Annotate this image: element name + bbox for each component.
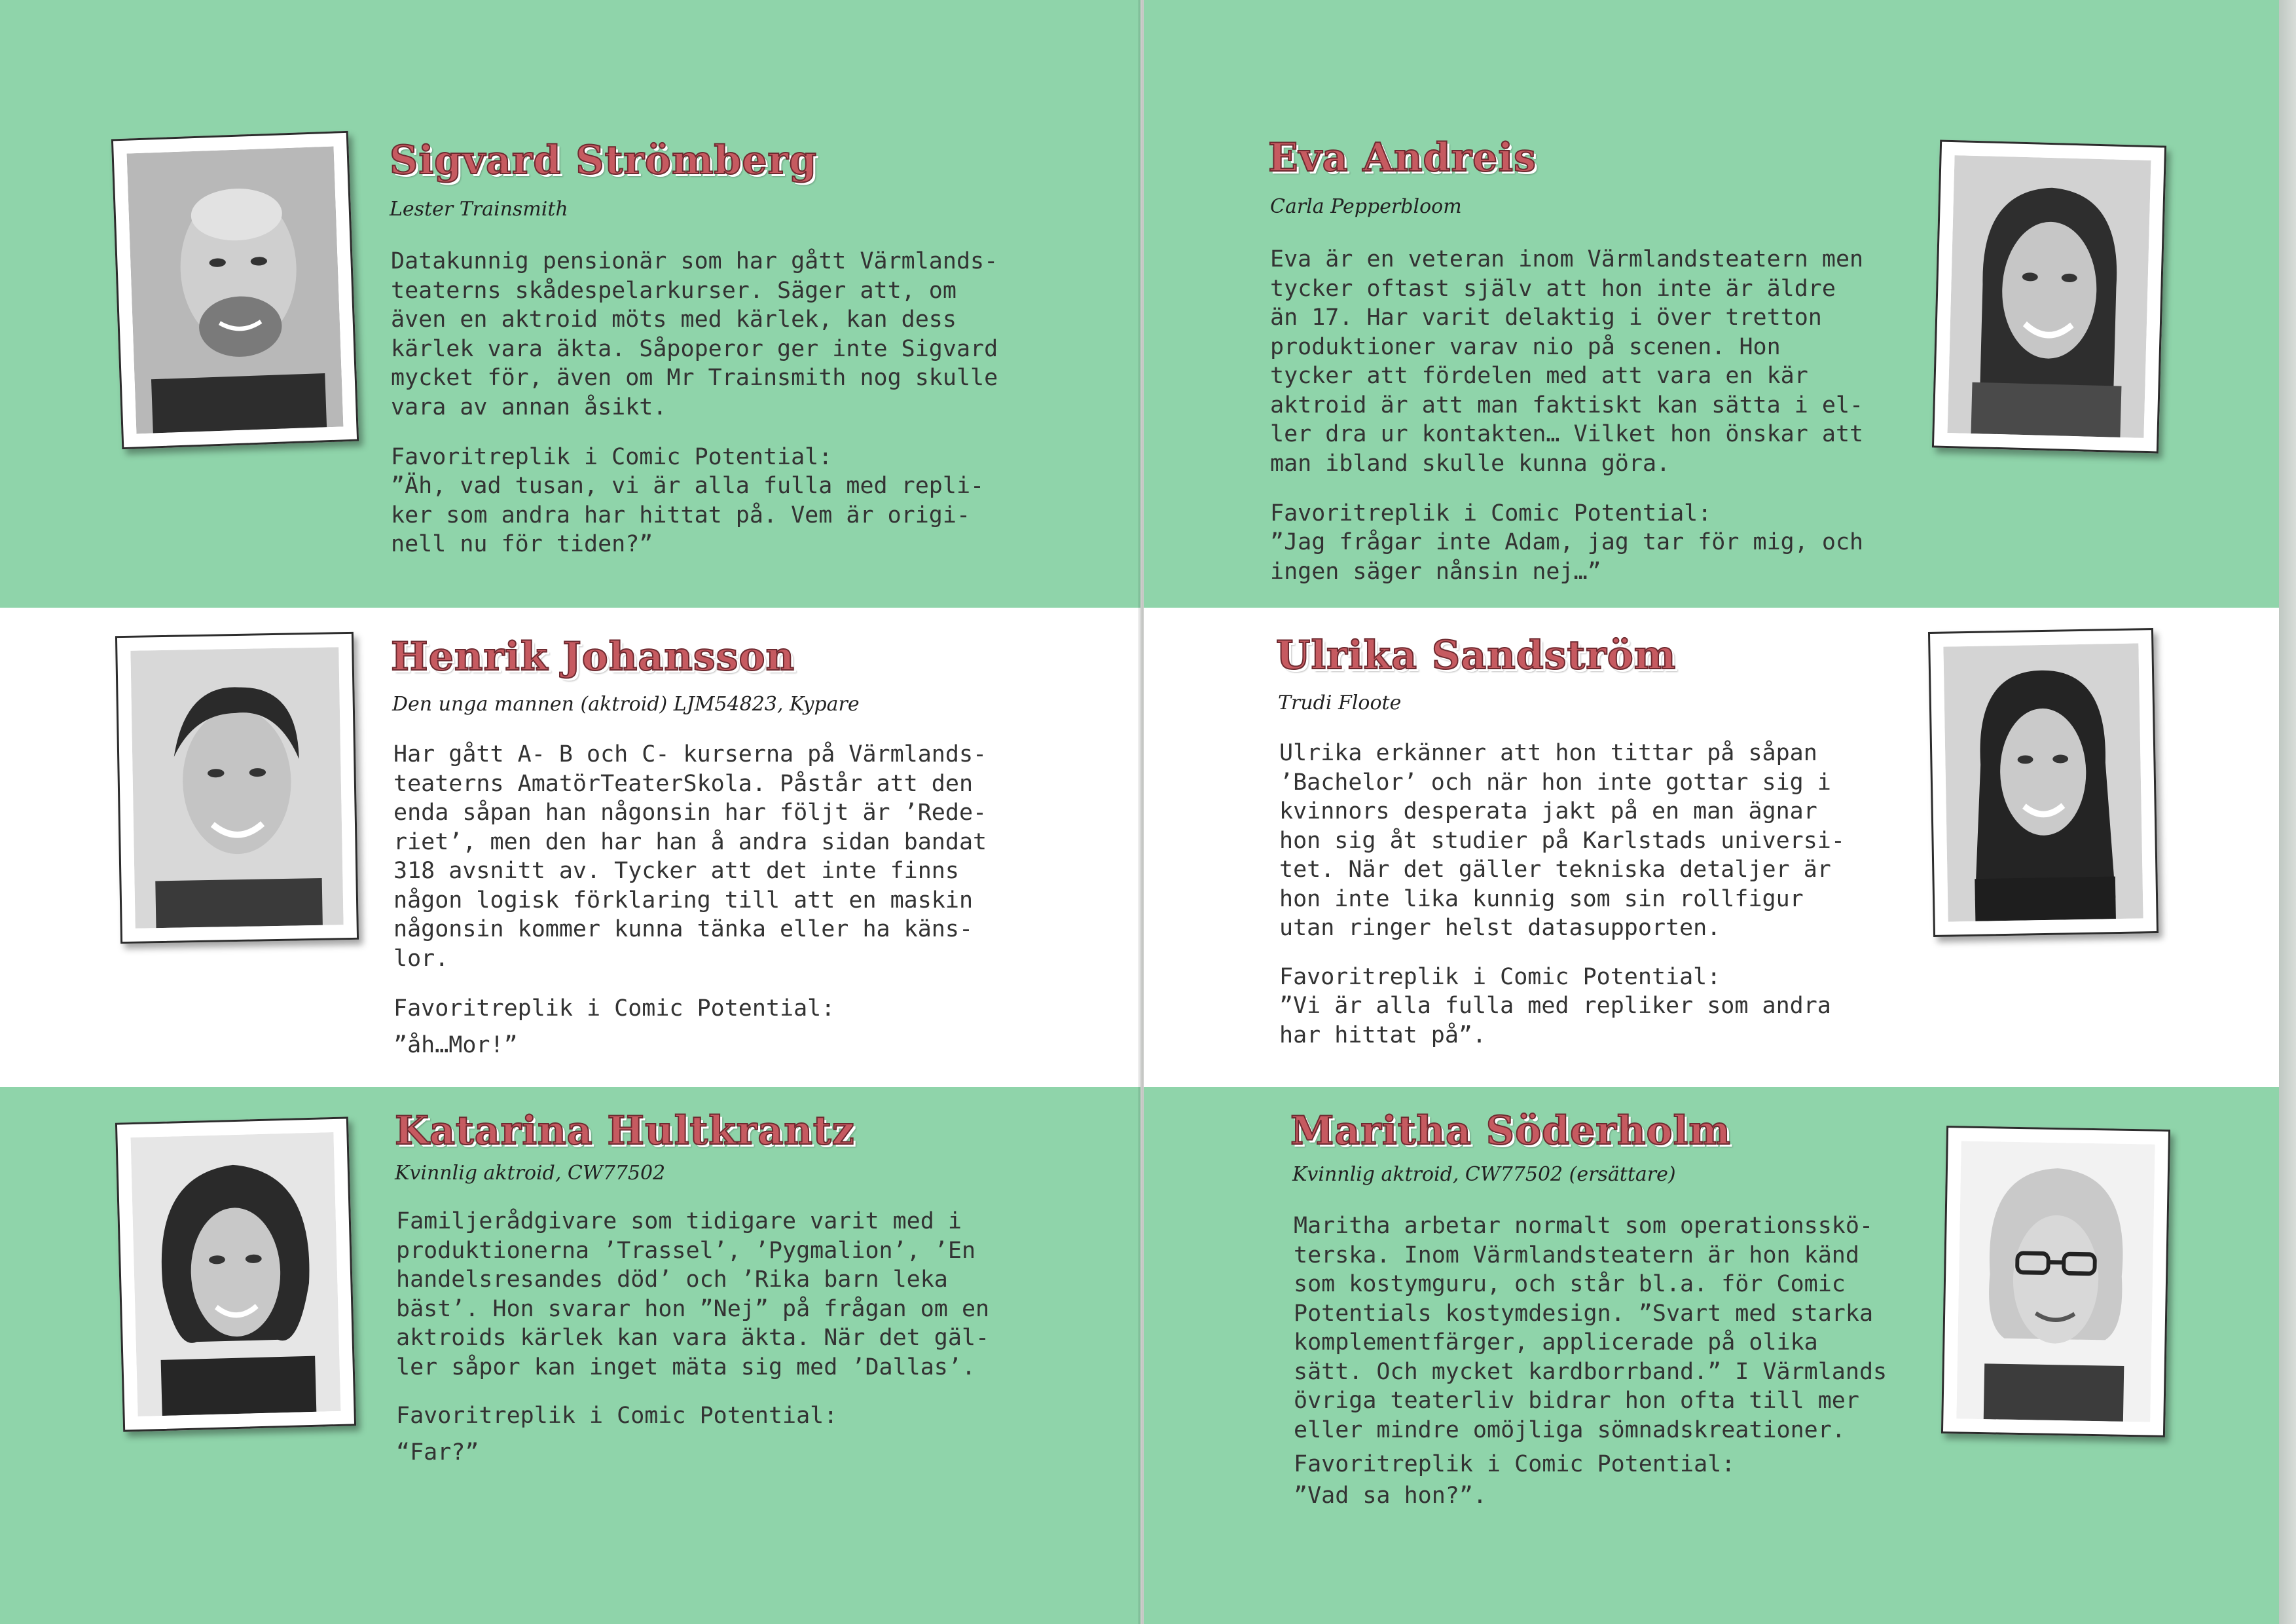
cast-role-sigvard: Lester Trainsmith (390, 198, 568, 221)
fav-quote-maritha: ”Vad sa hon?”. (1294, 1483, 1487, 1509)
cast-photo-eva (1932, 140, 2166, 454)
cast-bio-ulrika: Ulrika erkänner att hon tittar på såpan ’Bachelor’ och när hon inte gottar sig i kvinnors desperata jakt på en man ägnar hon sig åt studier på Karlstads universi- tet. När det gäller tekniska detaljer är hon inte lika kunnig som sin rollfigur utan ringer helst datasupporten. (1279, 740, 1845, 941)
cast-name-ulrika: Ulrika Sandström (1276, 633, 1677, 678)
cast-name-sigvard: Sigvard Strömberg (390, 138, 818, 183)
cast-bio-katarina: Familjerådgivare som tidigare varit med i produktionerna ’Trassel’, ’Pygmalion’, ’En handelsresandes död’ och ’Rika barn leka bäst’. Hon svarar hon ”Nej” på frågan om en aktroids kärlek kan vara äkta. När det gäl- ler såpor kan inget mäta sig med ’Dallas’. (396, 1208, 990, 1380)
fav-quote-katarina: “Far?” (396, 1439, 479, 1466)
page-edge (2279, 0, 2296, 1624)
cast-photo-sigvard (111, 131, 359, 449)
fav-label-maritha: Favoritreplik i Comic Potential: (1294, 1451, 1736, 1477)
cast-photo-ulrika (1928, 628, 2159, 937)
cast-name-henrik: Henrik Johansson (391, 634, 795, 680)
cast-bio-sigvard: Datakunnig pensionär som har gått Värmlands- teaterns skådespelarkurser. Säger att, om även en aktroid möts med kärlek, kan dess kärlek vara äkta. Såpoperor ger inte Sigvard mycket för, även om Mr Trainsmith nog skulle vara av annan åsikt. (391, 248, 998, 420)
fav-label-sigvard: Favoritreplik i Comic Potential: (391, 444, 833, 470)
cast-name-katarina: Katarina Hultkrantz (395, 1108, 855, 1154)
fav-quote-sigvard: ”Äh, vad tusan, vi är alla fulla med repli- ker som andra har hittat på. Vem är origi- nell nu för tiden?” (391, 473, 985, 557)
cast-photo-maritha (1941, 1126, 2170, 1437)
cast-photo-henrik (115, 632, 359, 944)
fav-label-ulrika: Favoritreplik i Comic Potential: (1279, 964, 1721, 990)
fav-quote-ulrika: ”Vi är alla fulla med repliker som andra har hittat på”. (1279, 993, 1831, 1048)
fav-label-henrik: Favoritreplik i Comic Potential: (393, 995, 835, 1022)
cast-bio-henrik: Har gått A- B och C- kurserna på Värmlands- teaterns AmatörTeaterSkola. Påstår att den enda såpan han någonsin har följt är ’Rede- riet’, men den har han å andra sidan bandat 318 avsnitt av. Tycker att det inte finns någon logisk förklaring till att en maskin någonsin kommer kunna tänka eller ha käns- lor. (393, 741, 987, 972)
cast-name-eva: Eva Andreis (1268, 135, 1537, 181)
fav-label-katarina: Favoritreplik i Comic Potential: (396, 1403, 838, 1429)
left-page (0, 0, 1140, 1624)
fav-quote-eva: ”Jag frågar inte Adam, jag tar för mig, och ingen säger nånsin nej…” (1270, 529, 1864, 585)
cast-bio-maritha: Maritha arbetar normalt som operationsskö- terska. Inom Värmlandsteatern är hon känd som kostymguru, och står bl.a. för Comic Potentials kostymdesign. ”Svart med starka komplementfärger, applicerade på olika sätt. Och mycket kardborrband.” I Värmlands övriga teaterliv bidrar hon ofta till mer eller mindre omöjliga sömnadskreationer. (1294, 1213, 1887, 1443)
cast-role-eva: Carla Pepperbloom (1270, 195, 1462, 218)
cast-role-maritha: Kvinnlig aktroid, CW77502 (ersättare) (1292, 1163, 1676, 1186)
cast-role-henrik: Den unga mannen (aktroid) LJM54823, Kypare (392, 693, 860, 716)
right-page (1144, 0, 2296, 1624)
cast-name-maritha: Maritha Söderholm (1290, 1108, 1731, 1154)
cast-role-ulrika: Trudi Floote (1278, 692, 1402, 714)
fav-label-eva: Favoritreplik i Comic Potential: (1270, 500, 1712, 526)
fav-quote-henrik: ”åh…Mor!” (393, 1032, 518, 1058)
cast-role-katarina: Kvinnlig aktroid, CW77502 (395, 1162, 666, 1185)
cast-photo-katarina (115, 1116, 356, 1431)
cast-bio-eva: Eva är en veteran inom Värmlandsteatern men tycker oftast själv att hon inte är äldre än 17. Har varit delaktig i över tretton produktioner varav nio på scenen. Hon tycker att fördelen med att vara en kär aktroid är att man faktiskt kan sätta i el- ler dra ur kontakten… Vilket hon önskar att man ibland skulle kunna göra. (1270, 246, 1864, 477)
